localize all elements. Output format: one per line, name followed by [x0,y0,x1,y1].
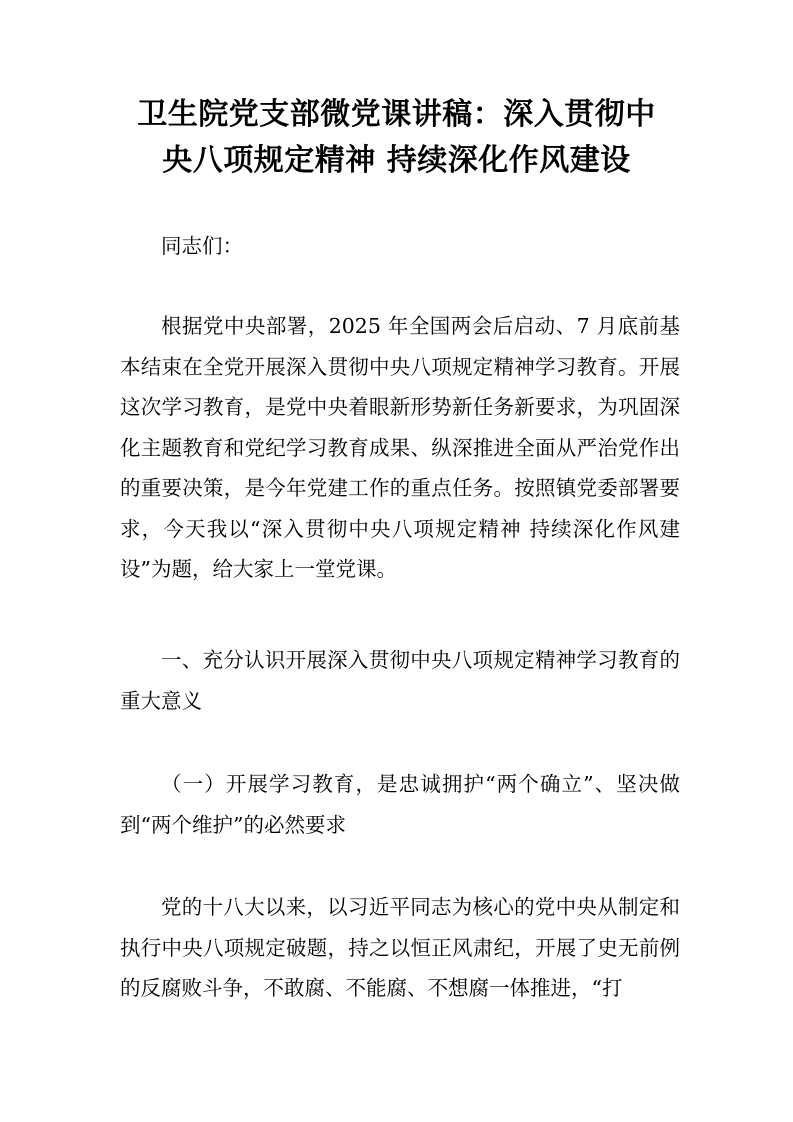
section-heading: 一、充分认识开展深入贯彻中央八项规定精神学习教育的重大意义 [120,648,680,713]
title-line-2: 央八项规定精神 持续深化作风建设 [162,143,631,178]
body-paragraph: 党的十八大以来，以习近平同志为核心的党中央从制定和执行中央八项规定破题，持之以恒正风肃纪，开展了史无前例的反腐败斗争，不敢腐、不能腐、不想腐一体推进，“打 [120,895,680,1000]
title-line-1: 卫生院党支部微党课讲稿：深入贯彻中 [137,97,656,132]
subsection-heading: （一）开展学习教育，是忠诚拥护“两个确立”、坚决做到“两个维护”的必然要求 [120,772,680,837]
intro-paragraph: 根据党中央部署，2025 年全国两会后启动、7 月底前基本结束在全党开展深入贯彻中央八项规定精神学习教育。开展这次学习教育，是党中央着眼新形势新任务新要求，为巩固深化主题教育和党纪学习教育成果、纵深推进全面从严治党作出的重要决策，是今年党建工作的重点任务。按照镇党委部署要求，今天我以“深入贯彻中央八项规定精神 持续深化作风建设”为题，给大家上一堂党课。 [120,314,680,581]
salutation: 同志们： [161,234,243,258]
document-title [100,92,693,184]
